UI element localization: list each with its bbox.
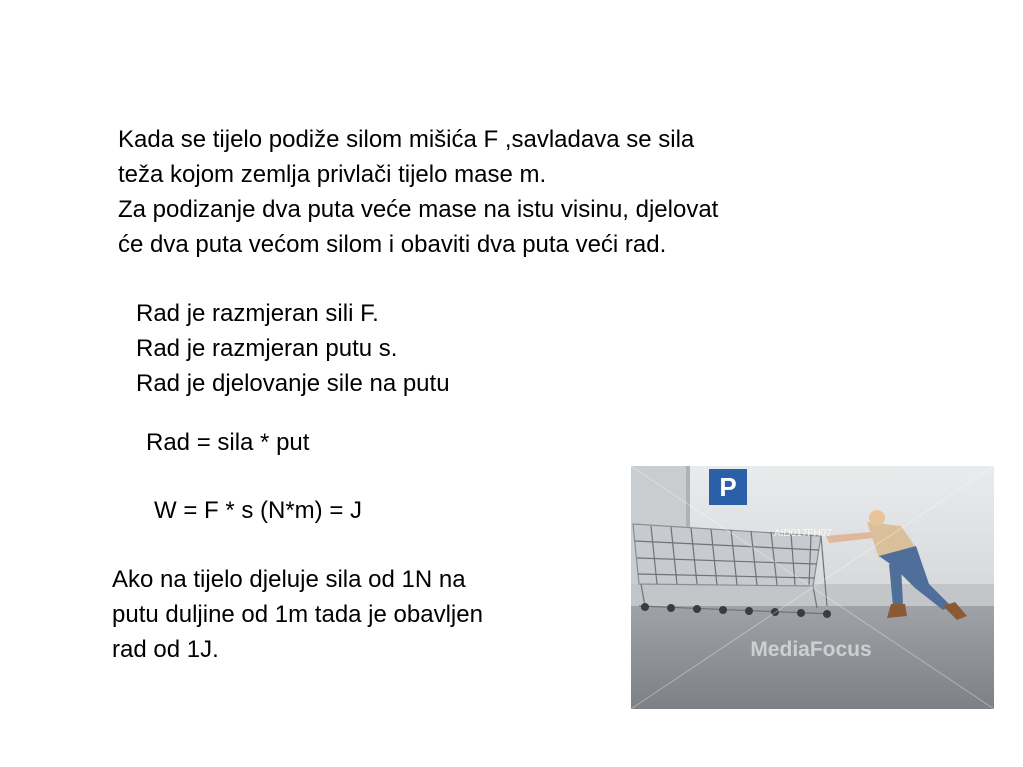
intro-paragraph	[118, 122, 718, 262]
shopping-carts-photo	[631, 466, 994, 709]
rule-line: Rad je djelovanje sile na putu	[136, 370, 450, 397]
rule-line: Rad je razmjeran sili F.	[136, 300, 379, 327]
svg-text:AID017FH07: AID017FH07	[774, 528, 832, 539]
example-paragraph	[112, 562, 483, 667]
intro-line: Kada se tijelo podiže silom mišića F ,savladava se sila	[118, 126, 695, 153]
intro-line: teža kojom zemlja privlači tijelo mase m.	[118, 161, 547, 188]
example-line: Ako na tijelo djeluje sila od 1N na	[112, 566, 466, 593]
example-line: putu duljine od 1m tada je obavljen	[112, 601, 483, 628]
intro-line: će dva puta većom silom i obaviti dva puta veći rad.	[118, 231, 667, 258]
svg-text:P: P	[719, 472, 737, 502]
intro-line: Za podizanje dva puta veće mase na istu visinu, djelovat	[118, 196, 719, 223]
parking-sign-icon	[709, 469, 747, 505]
rule-line: Rad je razmjeran putu s.	[136, 335, 398, 362]
rules-paragraph	[136, 296, 450, 401]
svg-text:MediaFocus: MediaFocus	[750, 638, 872, 661]
example-line: rad od 1J.	[112, 636, 219, 663]
formula-symbols: W = F * s (N*m) = J	[154, 497, 363, 524]
formula-words: Rad = sila * put	[146, 429, 310, 456]
